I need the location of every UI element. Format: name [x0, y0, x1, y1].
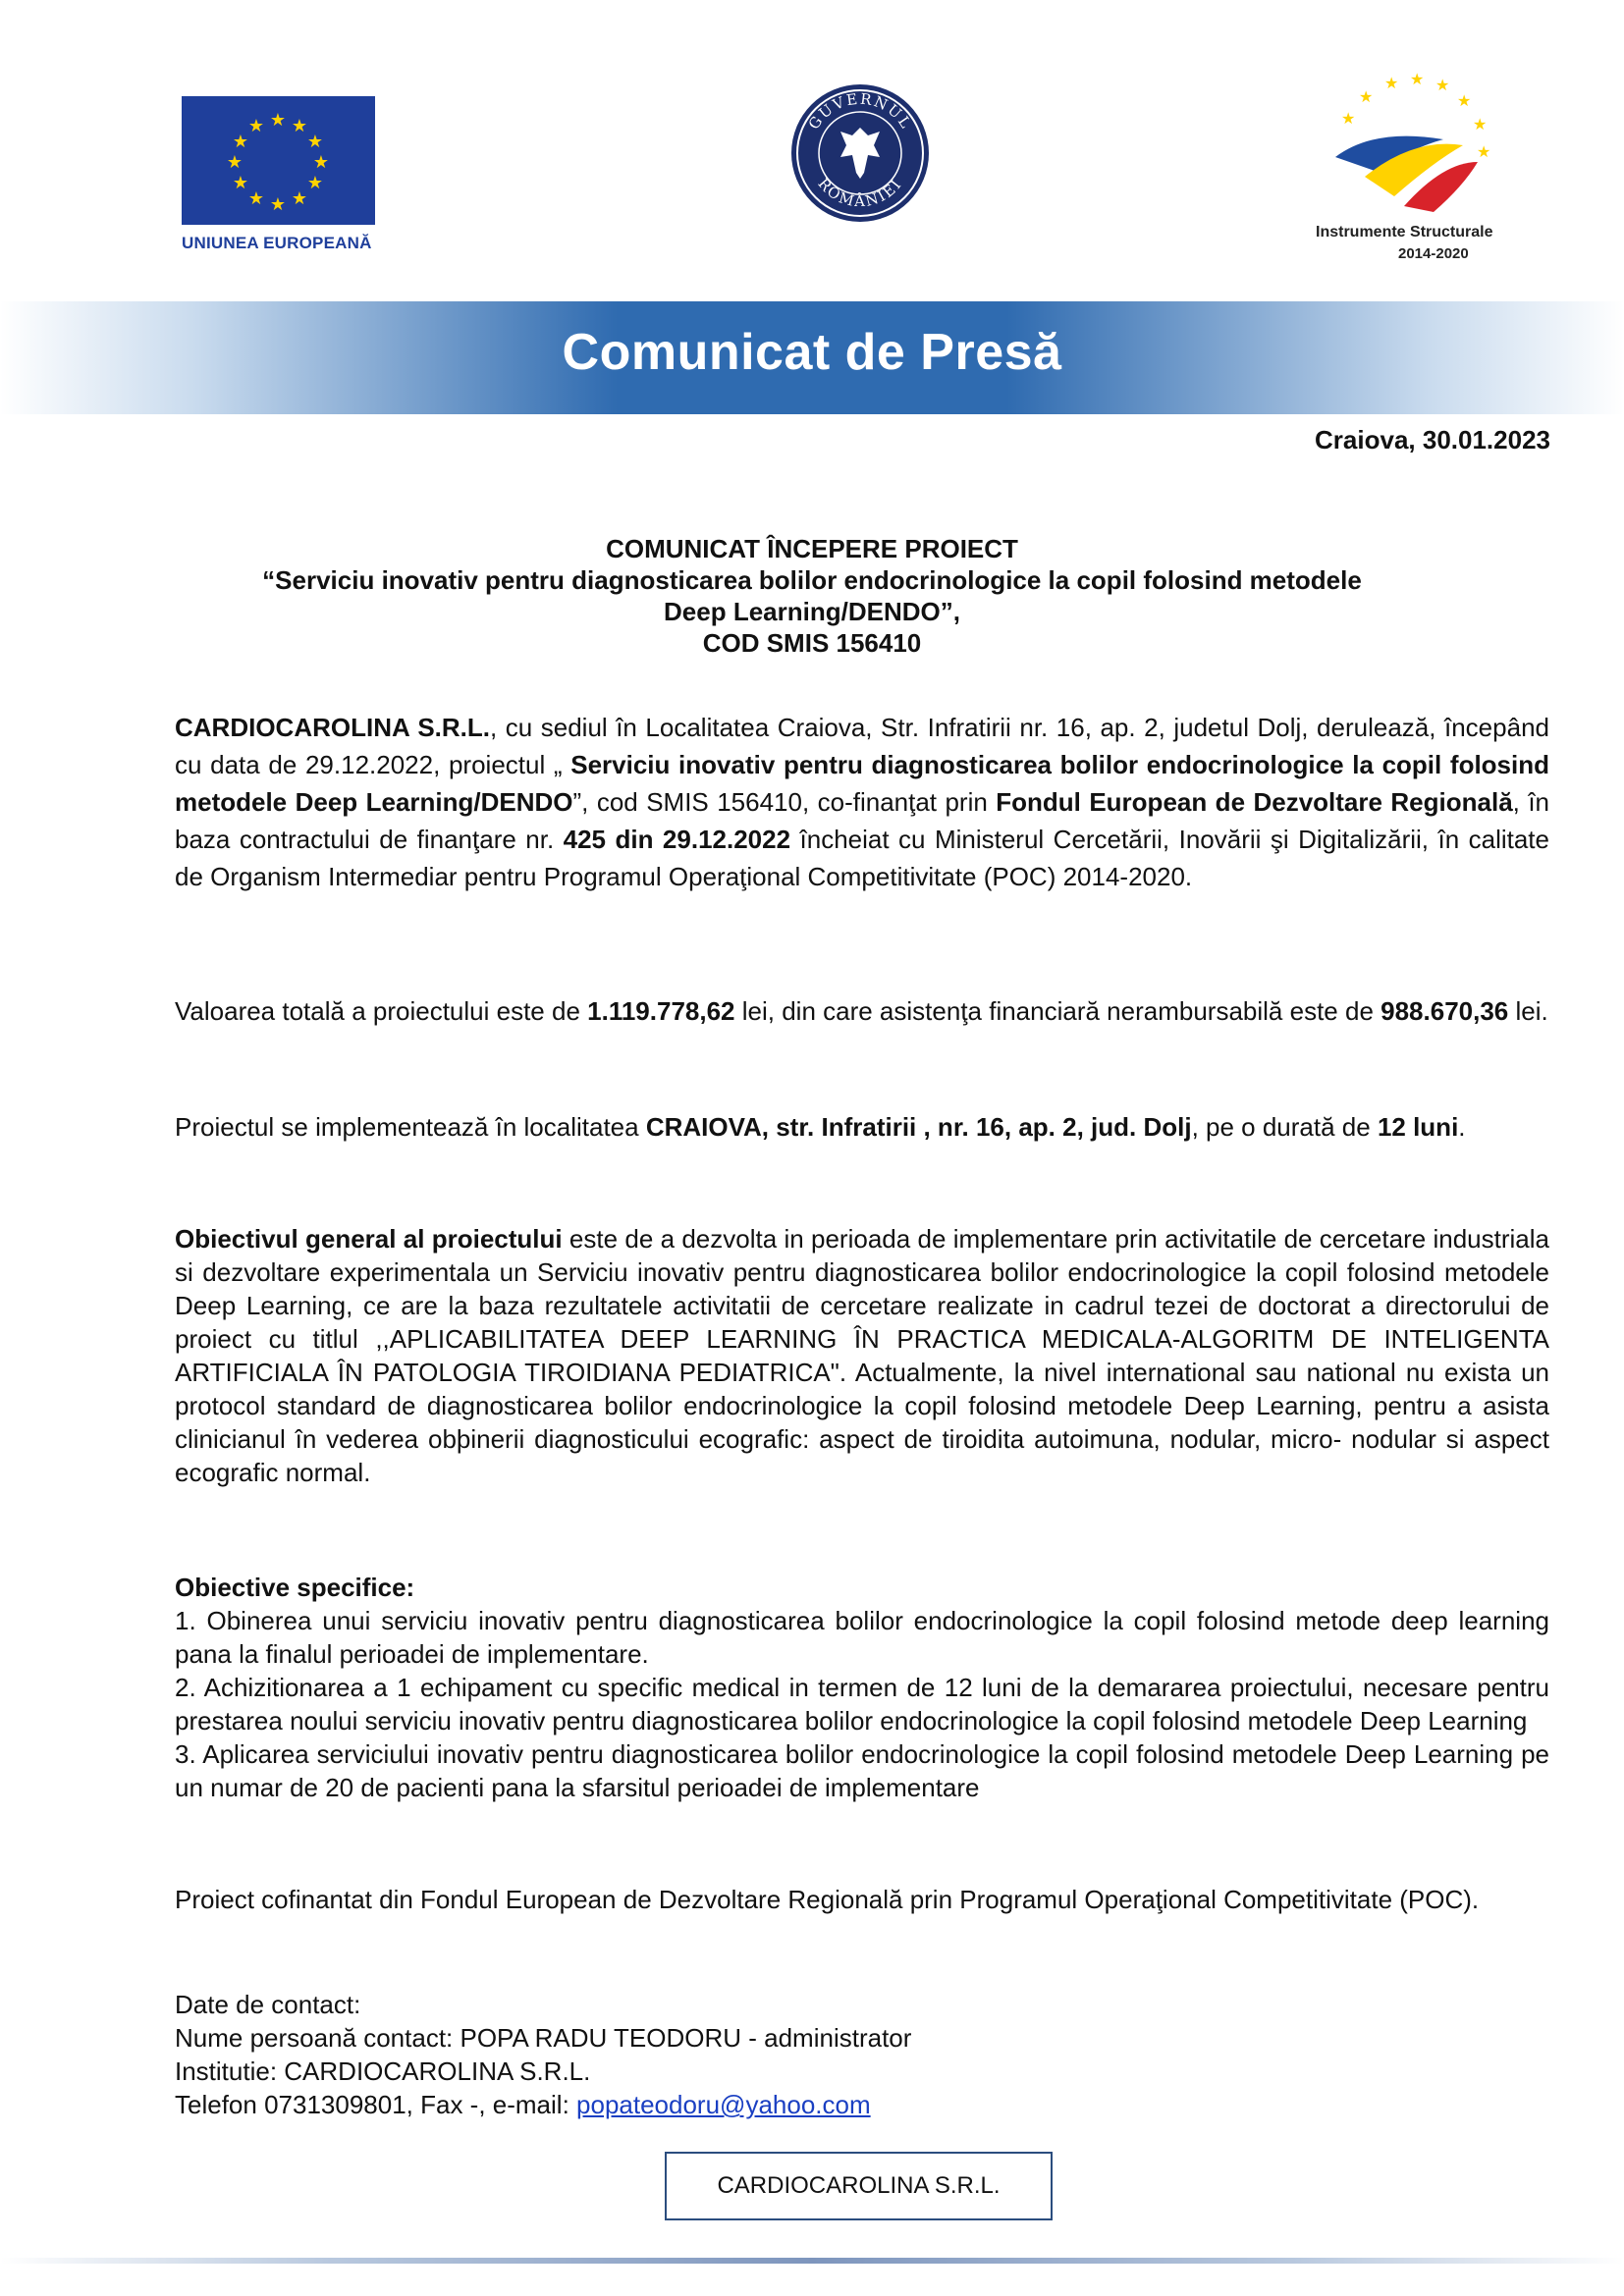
- intro-text-3: , în baza contractului de finanţare nr.: [175, 787, 1550, 854]
- intro-text-1: , cu sediul în Localitatea Craiova, Str. Infratirii nr. 16, ap. 2, judetul Dolj, derulează, începând cu data de 29.12.2022, proiectul „: [175, 713, 1549, 779]
- general-objective-paragraph: [175, 1222, 1549, 1489]
- svg-text:★: ★: [1384, 74, 1399, 92]
- objective-item-1: 1. Obinerea unui serviciu inovativ pentru diagnosticarea bolilor endocrinologice la copil folosind metode deep learning pana la finalul perioadei de implementare.: [175, 1606, 1549, 1669]
- svg-text:★: ★: [1457, 91, 1472, 110]
- heading-line-3: Deep Learning/DENDO”,: [664, 597, 960, 626]
- contact-title: Date de contact:: [175, 1990, 361, 2019]
- svg-text:★: ★: [269, 110, 287, 131]
- footer-divider: [0, 2258, 1624, 2264]
- svg-text:★: ★: [247, 116, 265, 136]
- project-name: Serviciu inovativ pentru diagnosticarea bolilor endocrinologice la copil folosind metodele Deep Learning/DENDO: [175, 750, 1549, 817]
- government-seal-icon: [789, 82, 931, 224]
- structural-instruments-years: 2014-2020: [1398, 245, 1469, 262]
- heading-line-1: COMUNICAT ÎNCEPERE PROIECT: [606, 534, 1018, 563]
- heading-line-2: “Serviciu inovativ pentru diagnosticarea bolilor endocrinologice la copil folosind metodele: [262, 565, 1362, 595]
- contact-person: Nume persoană contact: POPA RADU TEODORU - administrator: [175, 2023, 912, 2053]
- svg-text:★: ★: [226, 152, 244, 173]
- structural-instruments-logo: [1316, 69, 1542, 262]
- svg-text:★: ★: [1477, 142, 1491, 161]
- svg-text:★: ★: [312, 152, 330, 173]
- svg-text:ROMÂNIEI: ROMÂNIEI: [814, 175, 906, 211]
- total-value: 1.119.778,62: [587, 996, 735, 1026]
- svg-text:★: ★: [232, 173, 249, 193]
- contact-email-link[interactable]: popateodoru@yahoo.com: [576, 2090, 871, 2119]
- location-text-1: Proiectul se implementează în localitatea: [175, 1112, 646, 1142]
- contact-phone-line: [175, 2088, 1549, 2121]
- structural-instruments-label: Instrumente Structurale: [1316, 224, 1493, 240]
- heading-line-4: COD SMIS 156410: [702, 628, 922, 658]
- svg-text:★: ★: [232, 132, 249, 152]
- svg-text:★: ★: [306, 173, 324, 193]
- svg-text:★: ★: [306, 132, 324, 152]
- location-text-2: , pe o durată de: [1191, 1112, 1378, 1142]
- project-location: CRAIOVA, str. Infratirii , nr. 16, ap. 2, jud. Dolj: [645, 1112, 1192, 1142]
- svg-text:★: ★: [247, 188, 265, 209]
- svg-text:★: ★: [291, 116, 308, 136]
- structural-instruments-icon: [1316, 69, 1512, 216]
- svg-text:★: ★: [1410, 70, 1425, 88]
- general-objective-text: este de a dezvolta in perioada de implementare prin activitatile de cercetare industriala si dezvoltare experimentala un Serviciu inovativ pentru diagnosticarea bolilor endocrinologice la copil folosind metodele Deep Learning, ce are la baza rezultatele activitatii de cercetare realizate in cadrul tezei de doctorat a directorului de proiect cu titlul ,,APLICABILITATEA DEEP LEARNING ÎN PRACTICA MEDICALA-ALGORITM DE INTELIGENTA ARTIFICIALA ÎN PATOLOGIA TIROIDIANA PEDIATRICA". Actualmente, la nivel international sau national nu exista un protocol standard de diagnosticarea bolilor endocrinologice la copil folosind metodele Deep Learning, pentru a asista clinicianul în vederea obþinerii diagnosticului ecografic: aspect de tiroidita autoimuna, nodular, micro- nodular si aspect ecografic normal.: [175, 1224, 1549, 1487]
- specific-objectives-title: Obiective specifice:: [175, 1573, 415, 1602]
- svg-text:★: ★: [1341, 109, 1356, 128]
- intro-text-2: ”, cod SMIS 156410, co-finanţat prin: [572, 787, 997, 817]
- banner-title: Comunicat de Presă: [562, 324, 1062, 381]
- location-paragraph: [175, 1108, 1549, 1146]
- general-objective-label: Obiectivul general al proiectului: [175, 1224, 563, 1254]
- footer-company-box: CARDIOCAROLINA S.R.L.: [665, 2152, 1053, 2220]
- eu-flag-icon: [182, 96, 375, 225]
- contact-institution: Institutie: CARDIOCAROLINA S.R.L.: [175, 2056, 591, 2086]
- svg-text:★: ★: [1359, 87, 1374, 106]
- eu-logo: [182, 96, 378, 253]
- contract-number: 425 din 29.12.2022: [563, 825, 791, 854]
- svg-text:★: ★: [269, 194, 287, 215]
- project-duration: 12 luni: [1377, 1112, 1459, 1142]
- fund-name: Fondul European de Dezvoltare Regională: [996, 787, 1513, 817]
- contact-phone: Telefon 0731309801, Fax -, e-mail:: [175, 2090, 577, 2119]
- intro-text-4: încheiat cu Ministerul Cercetării, Inovării şi Digitalizării, în calitate de Organism Intermediar pentru Programul Operaţional Competitivitate (POC) 2014-2020.: [175, 825, 1549, 891]
- intro-paragraph: [175, 709, 1549, 895]
- svg-text:★: ★: [1473, 115, 1488, 133]
- svg-text:GUVERNUL: GUVERNUL: [804, 89, 916, 133]
- cofinance-paragraph: Proiect cofinantat din Fondul European de Dezvoltare Regională prin Programul Operaţional Competitivitate (POC).: [175, 1885, 1480, 1914]
- document-date: Craiova, 30.01.2023: [1315, 425, 1550, 454]
- company-name: CARDIOCAROLINA S.R.L.: [175, 713, 490, 742]
- specific-objectives: [175, 1571, 1549, 1804]
- value-text-3: lei.: [1508, 996, 1548, 1026]
- location-text-3: .: [1458, 1112, 1466, 1142]
- press-release-banner: [0, 301, 1624, 414]
- contact-block: [175, 1988, 1549, 2121]
- heading-block: [167, 533, 1457, 659]
- value-paragraph: [175, 992, 1549, 1030]
- objective-item-3: 3. Aplicarea serviciului inovativ pentru diagnosticarea bolilor endocrinologice la copil folosind metodele Deep Learning pe un numar de 20 de pacienti pana la sfarsitul perioadei de implementare: [175, 1739, 1549, 1802]
- objective-item-2: 2. Achizitionarea a 1 echipament cu specific medical in termen de 12 luni de la demararea proiectului, necesare pentru prestarea noului serviciu inovativ pentru diagnosticarea bolilor endocrinologice la copil folosind metodele Deep Learning: [175, 1673, 1549, 1735]
- svg-text:★: ★: [1435, 76, 1450, 94]
- value-text-1: Valoarea totală a proiectului este de: [175, 996, 588, 1026]
- svg-text:★: ★: [291, 188, 308, 209]
- value-text-2: lei, din care asistenţa financiară nerambursabilă este de: [734, 996, 1381, 1026]
- eu-label: UNIUNEA EUROPEANĂ: [182, 234, 372, 252]
- grant-value: 988.670,36: [1380, 996, 1509, 1026]
